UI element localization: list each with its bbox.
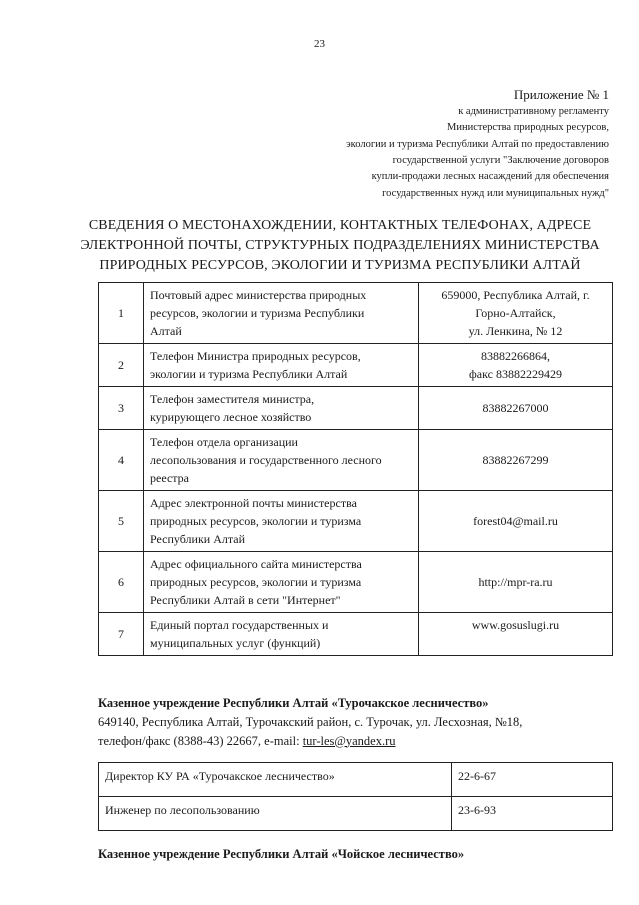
org-address: 649140, Республика Алтай, Турочакский район, с. Турочак, ул. Лесхозная, №18,	[98, 714, 523, 729]
row-description	[144, 387, 419, 430]
staff-phone: 23-6-93	[452, 797, 613, 831]
description-line: природных ресурсов, экологии и туризма	[150, 575, 362, 589]
description-line: природных ресурсов, экологии и туризма	[150, 514, 362, 528]
row-number: 5	[99, 491, 144, 552]
row-number: 3	[99, 387, 144, 430]
website-value: http://mpr-ra.ru	[478, 575, 553, 589]
row-description	[144, 430, 419, 491]
description-line: Телефон Министра природных ресурсов,	[150, 349, 361, 363]
row-number: 7	[99, 613, 144, 656]
appendix-line: Министерства природных ресурсов,	[447, 122, 609, 134]
staff-position: Инженер по лесопользованию	[99, 797, 452, 831]
row-description	[144, 552, 419, 613]
table-row	[99, 491, 613, 552]
row-description	[144, 491, 419, 552]
row-value	[419, 344, 613, 387]
appendix-title: Приложение № 1	[513, 87, 609, 102]
value-line: факс 83882229429	[469, 367, 562, 381]
description-line: ресурсов, экологии и туризма Республики	[150, 306, 365, 320]
row-value	[419, 552, 613, 613]
row-number: 4	[99, 430, 144, 491]
org-contact	[98, 732, 522, 751]
description-line: Телефон заместителя министра,	[150, 392, 315, 406]
value-line: 83882267000	[482, 401, 549, 415]
page-number: 23	[314, 38, 325, 50]
row-description	[144, 613, 419, 656]
email-value: forest04@mail.ru	[473, 514, 558, 528]
heading-line: ПРИРОДНЫХ РЕСУРСОВ, ЭКОЛОГИИ И ТУРИЗМА РЕСПУБЛИКИ АЛТАЙ	[99, 257, 581, 273]
description-line: Алтай	[150, 324, 182, 338]
appendix-line: купли-продажи лесных насаждений для обеспечения	[371, 171, 609, 183]
row-number: 6	[99, 552, 144, 613]
description-line: реестра	[150, 471, 189, 485]
appendix-line: государственных нужд или муниципальных нужд"	[382, 187, 609, 199]
table-row	[99, 613, 613, 656]
staff-table	[98, 762, 613, 831]
staff-position: Директор КУ РА «Турочакское лесничество»	[99, 763, 452, 797]
row-value	[419, 491, 613, 552]
org-name: Казенное учреждение Республики Алтай «Турочакское лесничество»	[98, 696, 489, 710]
value-line: 83882266864,	[481, 349, 550, 363]
row-value	[419, 387, 613, 430]
row-value	[419, 613, 613, 656]
table-row	[99, 552, 613, 613]
table-row	[99, 283, 613, 344]
heading-line: СВЕДЕНИЯ О МЕСТОНАХОЖДЕНИИ, КОНТАКТНЫХ ТЕЛЕФОНАХ, АДРЕСЕ	[88, 218, 592, 233]
row-description	[144, 344, 419, 387]
table-row	[99, 797, 613, 831]
description-line: Республики Алтай	[150, 532, 245, 546]
staff-phone: 22-6-67	[452, 763, 613, 797]
row-value	[419, 283, 613, 344]
heading-line: ЭЛЕКТРОННОЙ ПОЧТЫ, СТРУКТУРНЫХ ПОДРАЗДЕЛЕНИЯХ МИНИСТЕРСТВА	[80, 237, 600, 253]
row-number: 2	[99, 344, 144, 387]
org-email-link[interactable]: tur-les@yandex.ru	[302, 733, 396, 748]
description-line: муниципальных услуг (функций)	[150, 636, 321, 650]
appendix-block	[346, 86, 609, 202]
description-line: Адрес официального сайта министерства	[150, 557, 362, 571]
description-line: лесопользования и государственного лесного	[150, 453, 382, 467]
value-line: 83882267299	[482, 453, 549, 467]
contact-info-table	[98, 282, 613, 656]
value-line: ул. Ленкина, № 12	[468, 324, 563, 338]
org-phone-text: телефон/факс (8388-43) 22667, e-mail:	[98, 733, 303, 748]
row-value	[419, 430, 613, 491]
description-line: Адрес электронной почты министерства	[150, 496, 357, 510]
value-line: Горно-Алтайск,	[475, 306, 556, 320]
table-row	[99, 387, 613, 430]
description-line: экологии и туризма Республики Алтай	[150, 367, 348, 381]
description-line: Республики Алтай в сети "Интернет"	[150, 593, 341, 607]
row-description	[144, 283, 419, 344]
document-heading	[60, 216, 620, 276]
appendix-line: государственной услуги "Заключение договоров	[392, 154, 609, 166]
org-choya-name: Казенное учреждение Республики Алтай «Чойское лесничество»	[98, 847, 465, 861]
org-turochak-block	[98, 694, 522, 750]
table-row	[99, 430, 613, 491]
table-row	[99, 763, 613, 797]
description-line: курирующего лесное хозяйство	[150, 410, 312, 424]
description-line: Телефон отдела организации	[150, 435, 298, 449]
description-line: Единый портал государственных и	[150, 618, 329, 632]
description-line: Почтовый адрес министерства природных	[150, 288, 367, 302]
appendix-line: экологии и туризма Республики Алтай по предоставлению	[346, 138, 609, 150]
portal-value: www.gosuslugi.ru	[471, 618, 560, 632]
value-line: 659000, Республика Алтай, г.	[441, 288, 590, 302]
row-number: 1	[99, 283, 144, 344]
table-row	[99, 344, 613, 387]
appendix-line: к административному регламенту	[458, 106, 609, 118]
